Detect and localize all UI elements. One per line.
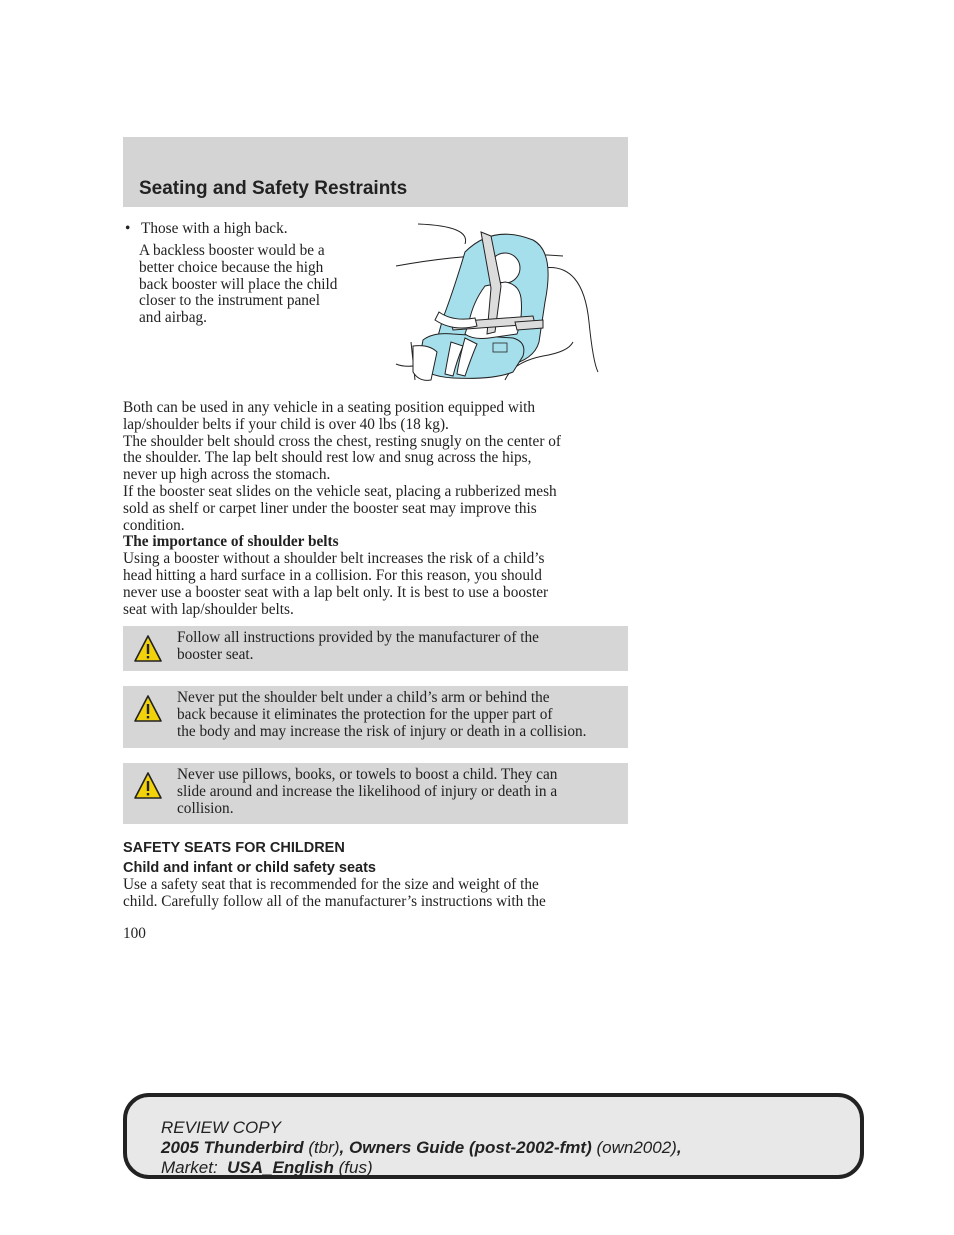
- model-name: 2005 Thunderbird: [161, 1138, 304, 1157]
- text-line: booster seat.: [177, 645, 254, 663]
- review-model-line: [161, 1138, 682, 1158]
- text-line: If the booster seat slides on the vehicle seat, placing a rubberized mesh: [123, 482, 557, 500]
- booster-usage-text: [123, 400, 628, 618]
- text-line: Using a booster without a shoulder belt increases the risk of a child’s: [123, 550, 545, 568]
- text-line: condition.: [123, 516, 185, 534]
- bullet-text: Those with a high back.: [141, 220, 288, 237]
- text-line: sold as shelf or carpet liner under the booster seat may improve this: [123, 499, 537, 517]
- text-line: back because it eliminates the protection for the upper part of: [177, 705, 553, 723]
- text-line: better choice because the high: [139, 258, 324, 276]
- review-label: REVIEW COPY: [161, 1118, 281, 1137]
- section-subheading: Child and infant or child safety seats: [123, 860, 376, 876]
- text-line: collision.: [177, 799, 234, 817]
- section-heading: SAFETY SEATS FOR CHILDREN: [123, 840, 345, 856]
- warning-box: [123, 763, 628, 824]
- text-line: Both can be used in any vehicle in a seating position equipped with: [123, 399, 536, 416]
- page-title: Seating and Safety Restraints: [139, 178, 408, 199]
- text-line: slide around and increase the likelihood of injury or death in a: [177, 782, 558, 800]
- warning-triangle-icon: [133, 771, 163, 801]
- text-line: the shoulder. The lap belt should rest low and snug across the hips,: [123, 449, 532, 467]
- warning-box: [123, 686, 628, 748]
- text-line: closer to the instrument panel: [139, 292, 320, 310]
- booster-paragraph: [139, 243, 379, 327]
- model-code: (tbr): [308, 1138, 340, 1157]
- text-line: head hitting a hard surface in a collision. For this reason, you should: [123, 566, 542, 584]
- text-line: Use a safety seat that is recommended for the size and weight of the: [123, 876, 539, 893]
- review-market-line: [161, 1158, 682, 1178]
- booster-seat-illustration: [393, 222, 603, 384]
- text-line: and airbag.: [139, 309, 207, 327]
- text-line: Never use pillows, books, or towels to boost a child. They can: [177, 766, 558, 783]
- warning-triangle-icon: [133, 634, 163, 664]
- market-name: USA_English: [227, 1158, 334, 1177]
- text-line: The shoulder belt should cross the chest, resting snugly on the center of: [123, 432, 561, 450]
- safety-seat-text: [123, 877, 628, 911]
- warning-box: [123, 626, 628, 671]
- text-line: back booster will place the child: [139, 275, 338, 293]
- guide-code: (own2002): [596, 1138, 677, 1157]
- text-line: never use a booster seat with a lap belt only. It is best to use a booster: [123, 583, 549, 601]
- text-line: the body and may increase the risk of injury or death in a collision.: [177, 722, 587, 740]
- text-line: child. Carefully follow all of the manufacturer’s instructions with the: [123, 892, 546, 910]
- text-line: Follow all instructions provided by the manufacturer of the: [177, 629, 539, 646]
- market-label: Market:: [161, 1158, 218, 1177]
- text-line: seat with lap/shoulder belts.: [123, 600, 294, 618]
- shoulder-belts-subheading: The importance of shoulder belts: [123, 533, 339, 551]
- text-line: Never put the shoulder belt under a child’s arm or behind the: [177, 689, 550, 706]
- page-number: 100: [123, 925, 146, 942]
- guide-name: , Owners Guide (post-2002-fmt): [339, 1138, 592, 1157]
- comma: ,: [676, 1138, 682, 1157]
- market-code: (fus): [338, 1158, 373, 1177]
- text-line: never up high across the stomach.: [123, 466, 331, 484]
- bullet-mark: •: [125, 220, 131, 237]
- text-line: A backless booster would be a: [139, 242, 325, 259]
- warning-triangle-icon: [133, 694, 163, 724]
- bullet-item: [125, 221, 288, 238]
- review-copy-text: [161, 1118, 682, 1178]
- text-line: lap/shoulder belts if your child is over 40 lbs (18 kg).: [123, 415, 449, 433]
